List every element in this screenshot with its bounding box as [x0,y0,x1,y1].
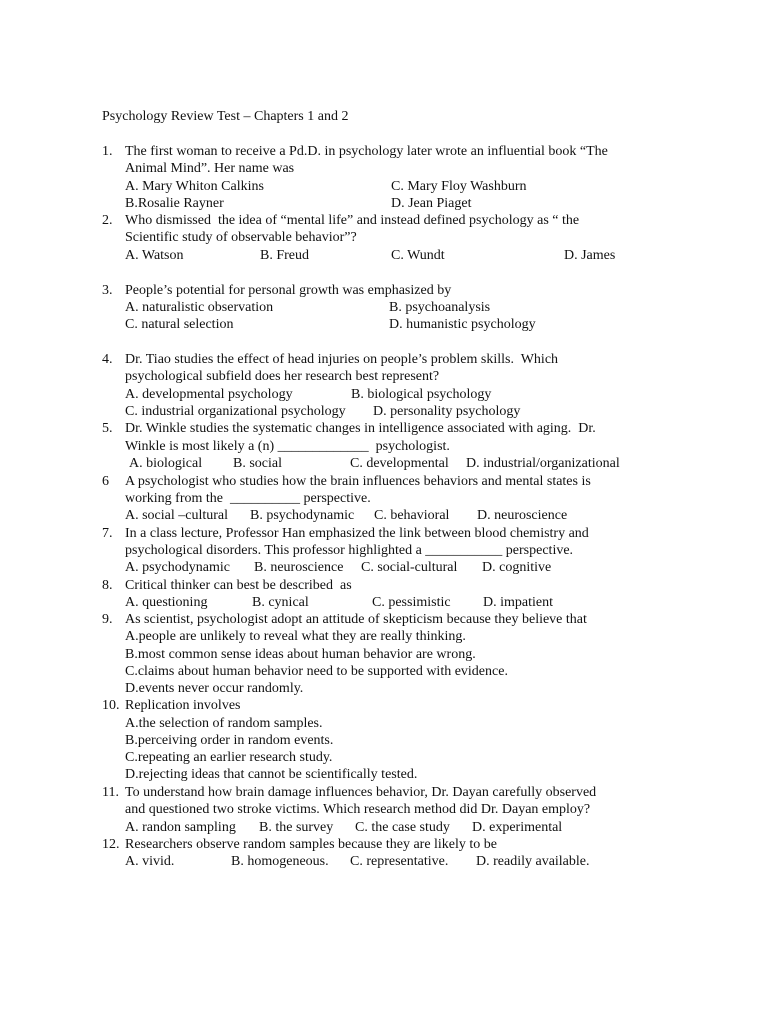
answer-option: B.perceiving order in random events. [125,733,334,748]
answer-option: C. natural selection [125,317,234,332]
answer-option: C. representative. [350,854,449,869]
question-number: 12. [102,837,120,852]
question-number: 4. [102,352,113,367]
question-stem: Dr. Winkle studies the systematic changes in intelligence associated with aging. Dr. [125,421,596,436]
answer-option: D. impatient [483,595,553,610]
page-title: Psychology Review Test – Chapters 1 and 2 [102,109,349,124]
answer-option: A. vivid. [125,854,175,869]
question-stem: working from the __________ perspective. [125,491,371,506]
answer-option: A. Watson [125,248,184,263]
question-stem: People’s potential for personal growth was emphasized by [125,283,452,298]
answer-option: B. the survey [259,820,334,835]
question-number: 1. [102,144,113,159]
question-stem: Animal Mind”. Her name was [125,161,295,176]
answer-option: A. naturalistic observation [125,300,274,315]
question-stem: In a class lecture, Professor Han emphasized the link between blood chemistry and [125,526,589,541]
question-stem: A psychologist who studies how the brain influences behaviors and mental states is [125,474,591,489]
question-stem: Scientific study of observable behavior”? [125,230,357,245]
answer-option: D. experimental [472,820,563,835]
question-number: 10. [102,698,120,713]
answer-option: A. social –cultural [125,508,229,523]
answer-option: D. personality psychology [373,404,521,419]
answer-option: B.most common sense ideas about human behavior are wrong. [125,647,476,662]
answer-option: B. psychodynamic [250,508,355,523]
answer-option: D. Jean Piaget [391,196,472,211]
question-number: 6 [102,474,109,489]
answer-option: C.repeating an earlier research study. [125,750,333,765]
answer-option: A. psychodynamic [125,560,230,575]
answer-option: D. cognitive [482,560,552,575]
answer-option: C. behavioral [374,508,450,523]
question-stem: To understand how brain damage influences behavior, Dr. Dayan carefully observed [125,785,597,800]
answer-option: D. industrial/organizational [466,456,620,471]
answer-option: B.Rosalie Rayner [125,196,224,211]
question-stem: Critical thinker can best be described as [125,578,352,593]
answer-option: B. cynical [252,595,309,610]
question-number: 7. [102,526,113,541]
answer-option: C. social-cultural [361,560,458,575]
answer-option: A.people are unlikely to reveal what they are really thinking. [125,629,466,644]
answer-option: D. James [564,248,616,263]
answer-option: D. readily available. [476,854,590,869]
answer-option: B. biological psychology [351,387,492,402]
question-number: 2. [102,213,113,228]
question-stem: Dr. Tiao studies the effect of head injuries on people’s problem skills. Which [125,352,559,367]
answer-option: D.events never occur randomly. [125,681,304,696]
answer-option: D. neuroscience [477,508,568,523]
answer-option: A. randon sampling [125,820,236,835]
answer-option: C. the case study [355,820,450,835]
answer-option: D. humanistic psychology [389,317,536,332]
question-stem: Researchers observe random samples because they are likely to be [125,837,498,852]
question-stem: psychological subfield does her research best represent? [125,369,440,384]
question-stem: Winkle is most likely a (n) _____________ psychologist. [125,439,450,454]
answer-option: B. Freud [260,248,309,263]
answer-option: C. industrial organizational psychology [125,404,346,419]
answer-option: B. neuroscience [254,560,344,575]
question-number: 8. [102,578,113,593]
question-number: 11. [102,785,119,800]
answer-option: D.rejecting ideas that cannot be scientifically tested. [125,767,418,782]
answer-option: C. pessimistic [372,595,451,610]
answer-option: C. Mary Floy Washburn [391,179,527,194]
answer-option: A. developmental psychology [125,387,293,402]
answer-option: B. social [233,456,282,471]
answer-option: A. biological [129,456,203,471]
answer-option: C.claims about human behavior need to be supported with evidence. [125,664,508,679]
question-number: 9. [102,612,113,627]
question-stem: psychological disorders. This professor highlighted a ___________ perspective. [125,543,574,558]
answer-option: C. Wundt [391,248,445,263]
answer-option: B. psychoanalysis [389,300,491,315]
question-stem: Replication involves [125,698,241,713]
answer-option: C. developmental [350,456,449,471]
answer-option: A. questioning [125,595,208,610]
question-stem: Who dismissed the idea of “mental life” and instead defined psychology as “ the [125,213,580,228]
question-number: 3. [102,283,113,298]
answer-option: B. homogeneous. [231,854,329,869]
question-number: 5. [102,421,113,436]
question-stem: and questioned two stroke victims. Which research method did Dr. Dayan employ? [125,802,591,817]
question-stem: As scientist, psychologist adopt an attitude of skepticism because they believe that [125,612,587,627]
answer-option: A.the selection of random samples. [125,716,323,731]
answer-option: A. Mary Whiton Calkins [125,179,264,194]
question-stem: The first woman to receive a Pd.D. in psychology later wrote an influential book “The [125,144,608,159]
